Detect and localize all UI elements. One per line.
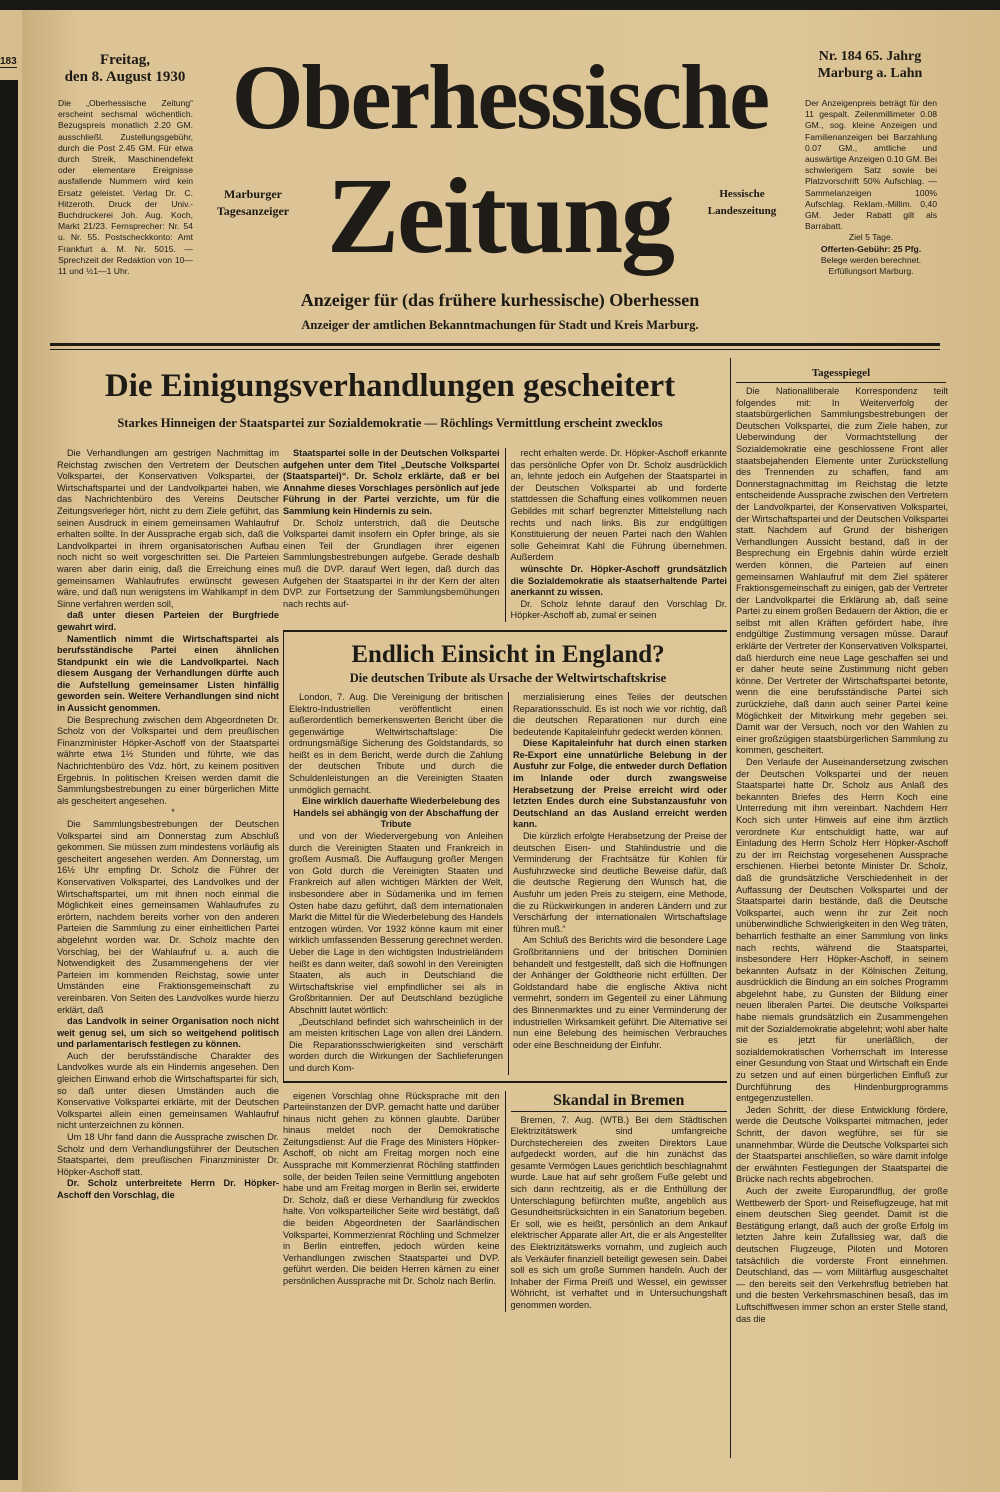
ad-place: Erfüllungsort Marburg. (828, 266, 914, 277)
paragraph: Am Schluß des Berichts wird die besondere Lage Großbritanniens und der britischen Dominien behandelt und festgestellt, daß sich die Hoffnungen der Anhänger der Goldtheorie nicht erfüllten. Der Goldstandard habe die englische Aktiva nicht vermehrt, sondern im Gegenteil zu einer Lähmung des Binnenmarktes und zu einer Verminderung der industriellen Wirksamkeit geführt. Die Alternative sei nun eine Belebung des heimischen Verbrauches oder eine Beschneidung der Einfuhr. (513, 935, 727, 1050)
paragraph: und von der Wiedervergebung von Anleihen durch die Vereinigten Staaten und Frankreich in großem Ausmaß. Die Auffaugung großer Mengen von Gold durch die Vereinigten Staaten und Frankreich auf allen wichtigen Märkten der Welt, insbesondere aber in Südamerika und im fernen Osten habe dazu geführt, daß dem internationalen Markt die Mittel für die Wiederbelebung des Handels entzogen würden. Vor 1932 könne kaum mit einer wirklich umfassenden Besserung gerechnet werden. Ueber die Lage in den wichtigsten Industrieländern heißt es dann weiter, daß sowohl in den Vereinigten Staaten, als auch in Deutschland die Wirtschaftskrise viel empfindlicher sei als in Großbritannien. Der auf Deutschland bezügliche Abschnitt lautet wörtlich: (289, 831, 503, 1015)
paragraph: Eine wirklich dauerhafte Wiederbelebung des Handels sei abhängig von der Abschaffung der Tribute (293, 796, 500, 830)
masthead-subtitle-2: Anzeiger der amtlichen Bekanntmachungen für Stadt und Kreis Marburg. (301, 318, 699, 332)
paragraph: Dr. Scholz unterbreitete Herrn Dr. Höpker-Aschoff den Vorschlag, die (57, 1178, 279, 1200)
masthead-subtitle: Anzeiger für (das frühere kurhessische) Oberhessen (300, 290, 700, 310)
hessische-label: Hessische (719, 188, 765, 200)
ad-price-info (805, 98, 937, 277)
england-columns (289, 692, 727, 1075)
paragraph: daß unter diesen Parteien der Burgfriede gewahrt wird. (57, 610, 279, 632)
masthead-left-sub (198, 186, 308, 220)
adjacent-page-shadow (0, 80, 18, 1480)
paragraph: das Landvolk in seiner Organisation noch nicht weit genug sei, um sich so weitgehend politisch und parlamentarisch festlegen zu können. (57, 1016, 279, 1050)
paragraph: eigenen Vorschlag ohne Rücksprache mit den Parteiinstanzen der DVP. gemacht hatte und darüber hinaus nicht gehen zu können glaubte. Darüber hinaus meldet noch der Demokratische Zeitungsdienst: Auf die Frage des Ministers Höpker-Aschoff, ob nicht am Freitag morgen noch eine Aussprache mit Kommerzienrat Röchling stattfinden solle, der beiden Teilen seine Vermittlung angeboten habe und am Freitag morgen in Berlin sei, erwiderte Dr. Scholz, daß er diese Verhandlung für zwecklos halte. Von volksparteilicher Seite wird bestätigt, daß die beiden Abgeordneten der Saarländischen Volkspartei, Kommerzienrat Röchling und Schmelzer in Berlin eintreffen, jedoch würden keine Verhandlungen zwischen Staatspartei und DVP. geführt werden. Die beiden Herren kämen zu einer persönlichen Aussprache mit Dr. Scholz nach Berlin. (283, 1090, 500, 1286)
lead-column-2 (283, 448, 505, 622)
date: den 8. August 1930 (64, 69, 186, 85)
paragraph: Die Verhandlungen am gestrigen Nachmittag im Reichstag zwischen den Vertretern der Deutschen Volkspartei, der Konservativen Volkspartei, der Wirtschaftspartei und der Landvolkpartei haben, wie das Nachrichtenbüro des Vereins Deutscher Zeitungsverleger hört, nicht zu dem Ziele geführt, das seinen Ausdruck in einem gemeinsamen Wahlaufruf erhalten sollte. In der Aussprache ergab sich, daß die Landvolkpartei in ihrem organisatorischen Aufbau noch nicht so weit vorgeschritten sei. Die Parteien waren aber darin einig, daß die Erreichung eines gemeinsamen Wahlaufrufes erwünscht gewesen wäre, und daß nun wenigstens im Wahlkampf in dem Sinne verfahren werden soll, (57, 448, 279, 609)
paragraph: Um 18 Uhr fand dann die Aussprache zwischen Dr. Scholz und dem Verhandlungsführer der Deutschen Staatspartei, dem preußischen Finanzminister Dr. Höpker-Aschoff statt. (57, 1132, 279, 1177)
paragraph: merzialisierung eines Teiles der deutschen Reparationsschuld. Es ist noch wie vor richtig, daß die deutschen Reparationen nur durch eine bedeutende Kapitaleinfuhr gedeckt werden können. (513, 691, 727, 737)
ad-belege: Belege werden berechnet. (820, 254, 922, 265)
column-divider (730, 358, 731, 1458)
lead-column-3 (505, 448, 728, 622)
paragraph: wünschte Dr. Höpker-Aschoff grundsätzlich die Sozialdemokratie als staatserhaltende Partei anerkannt zu wissen. (510, 563, 727, 598)
masthead-title-line2: Zeitung (326, 157, 674, 276)
masthead-rule-thin (50, 349, 940, 350)
middle-section (283, 448, 727, 1312)
lead-headline: Die Einigungsverhandlungen gescheitert (104, 368, 676, 404)
issue-number: Nr. 184 65. Jahrg (818, 49, 922, 64)
lead-column-1 (57, 448, 279, 1202)
paragraph: Den Verlaufe der Auseinandersetzung zwischen der Deutschen Volkspartei und der neuen Staatspartei hatte Dr. Scholz aus Anlaß des bekannten Briefes des Herrn Koch eine Unterredung mit ihm vereinbart. Nachdem Herr Koch sich unter Hinweis auf eine ihm ärztlich verordnete Kur entschuldigt hatte, war auf Einladung des Herrn Scholz Herr Höpker-Aschoff zu der im Reichstag vorgesehenen Aussprache erschienen. Hierbei betonte Minister Dr. Scholz, daß die grundsätzliche Verschiedenheit in der Auffassung der Deutschen Volkspartei und der Staatspartei darin bestände, daß die Deutsche Volkspartei, auch wenn ihr zur Zeit noch unüberwindliche Schwierigkeiten in den Weg träten, beharrlich festhalte an einer Sammlung von links nach rechts, während die Staatspartei, insbesondere Herr Höpker-Aschoff, in seinem bekannten Aufsatz in der Kölnischen Zeitung, ausdrücklich die Bindung an ein solches Programm abgelehnt habe, zu Gunsten der Bildung einer neuen liberalen Partei. Die deutsche Volkspartei habe niemals grundsätzlich ein Zusammengehen mit der Sozialdemokratie abgelehnt; wohl aber halte sie es jetzt für unerläßlich, der sozialdemokratischen Vorherrschaft im Interesse einer Gesundung von Staat und Wirtschaft ein Ende zu setzen und auf einen bürgerlichen Einfluß zur Durchführung des Hindenburgprogramms entgegenzustellen. (736, 757, 948, 1104)
paragraph: Namentlich nimmt die Wirtschaftspartei als berufsständische Partei einen ähnlichen Standpunkt ein wie die Landvolkpartei. Nach diesem Ausgang der Verhandlungen dürfte auch die Aufstellung gemeinsamer Listen hinfällig geworden sein. Weitere Verhandlungen sind nicht in Aussicht genommen. (57, 633, 279, 714)
tagesspiegel-column (736, 386, 948, 1325)
paragraph: Diese Kapitaleinfuhr hat durch einen starken Re-Export eine unnatürliche Belebung in der Ausfuhr zur Folge, die entweder durch Deflation im Inlande oder durch zwangsweise Herabsetzung der Preise erreicht wird oder letzten Endes durch eine Substanzausfuhr von Deutschland an das Ausland erreicht werden kann. (513, 738, 727, 830)
place: Marburg a. Lahn (817, 66, 923, 81)
masthead-right-sub (692, 186, 792, 220)
ad-fee: Offerten-Gebühr: 25 Pfg. (820, 243, 922, 254)
paragraph: Bremen, 7. Aug. (WTB.) Bei dem Städtischen Elektrizitätswerk sind umfangreiche Durchstechereien des zweiten Direktors Laue aufgedeckt worden, auf die hin zunächst das gesamte Vermögen Laues gerichtlich beschlagnahmt wurde. Laue hat auf sehr großem Fuße gelebt und sich dann rechtzeitig, als er die Enthüllung der Unterschlagung befürchten mußte, angeblich aus Gesundheitsrücksichten in ein Sanatorium begeben. Er soll, wie es heißt, persönlich an dem Ankauf elektrischer Apparate aller Art, die er als Angestellter des Elektrizitätswerks vornahm, und zugleich auch als Verkäufer finanziell beteiligt gewesen sein. Dabei soll es sich um große Summen handeln. Auch der Inhaber der Firma Preiß und Wessel, ein gewisser Wöhricht, ist verhaftet und in Untersuchungshaft genommen worden. (510, 1114, 727, 1310)
paragraph: Auch der zweite Europarundflug, der große Wettbewerb der Sport- und Reiseflugzeuge, hat mit einem deutschen Sieg geendet. Damit ist die Bestätigung erlangt, daß auch der große Erfolg im letzten Jahre kein Zufallssieg war, daß die deutschen Flugzeuge, Piloten und Motoren tatsächlich die vorderste Front einnehmen. Deutschland, das — vom Militärflug ausgeschaltet — den bereits seit den Verkehrsflug betrieben hat und die besten Verkehrsmaschinen besaß, das im Luftschiffwesen immer schon an erster Stelle stand, das die (736, 1185, 948, 1324)
scan-top-edge (0, 0, 1000, 10)
lead-continuation (283, 1091, 505, 1312)
paragraph: recht erhalten werde. Dr. Höpker-Aschoff erkannte das persönliche Opfer von Dr. Scholz ausdrücklich an, lehnte jedoch ein Aufgehen der Staatspartei in der Deutschen Volkspartei ab und forderte stattdessen die Schaffung eines vollkommen neuen Gebildes mit scharf begrenzter Mittelstellung nach rechts und nach links. Bis zur endgültigen Konstituierung der neuen Partei nach den Wahlen solle Geheimrat Kahl die Führung übernehmen. Außerdem (510, 448, 727, 563)
paragraph: Auch der berufsständische Charakter des Landvolkes wurde als ein Hindernis angesehen. Den gleichen Einwand erhob die Wirtschaftspartei für sich, so daß unter diesen Umständen auch die Konservative Volkspartei erklärte, mit der Deutschen Volkspartei allein einen gemeinsamen Wahlaufruf nicht unterzeichnen zu können. (57, 1050, 279, 1131)
england-article-box (283, 630, 727, 1083)
masthead-rule (50, 343, 940, 346)
weekday: Freitag, (99, 52, 151, 68)
paragraph: Die kürzlich erfolgte Herabsetzung der Preise der deutschen Eisen- und Stahlindustrie und die Verminderung der Frachtsätze für Kohlen für Ausfuhrzwecke sind deutliche Beweise dafür, daß die deutsche Regierung den Wunsch hat, die Ausfuhr um jeden Preis zu steigern, eine Methode, die zu Rückwirkungen in anderen Ländern und zur Verschärfung der internationalen Wirtschaftslage führen muß.“ (513, 831, 727, 934)
paragraph: Jeden Schritt, der diese Entwicklung fördere, werde die Deutsche Volkspartei mitmachen, jeder Schritt, der davon wegführe, sei für sie unannehmbar. Würde die Deutsche Volkspartei sich der Staatspartei anschließen, so wäre damit infolge der erwähnten Festlegungen der Staatspartei die Brücke nach rechts abgebrochen. (736, 1104, 948, 1185)
lead-subheadline: Starkes Hinneigen der Staatspartei zur Sozialdemokratie — Röchlings Vermittlung erscheint zwecklos (117, 416, 663, 430)
paragraph: Die Besprechung zwischen dem Abgeordneten Dr. Scholz von der Volkspartei und dem preußischen Finanzminister Höpker-Aschoff von der Staatspartei währte etwa 1½ Stunden und führte, wie das Nachrichtenbüro des Vdz. hört, zu keinem positiven Ergebnis. In politischen Kreisen werden damit die Sammlungsbestrebungen zu einer bürgerlichen Mitte als gescheitert angesehen. (57, 714, 279, 806)
section-separator: * (171, 807, 175, 818)
england-headline: Endlich Einsicht in England? (351, 640, 665, 668)
paragraph: Dr. Scholz unterstrich, daß die Deutsche Volkspartei damit insofern ein Opfer bringe, als sie einen Teil der Grundlagen ihrer eigenen Sammlungsbestrebungen aufgebe. Gerade deshalb muß die DVP. darauf Wert legen, daß durch das Aufgehen der Staatspartei in ihr der Kern der alten DVP. zur Fortsetzung der Sammlungsbemühungen nach rechts auf- (283, 517, 500, 609)
page-number: 183 (0, 56, 17, 67)
marburger-label: Marburger (224, 187, 282, 201)
issue-info (800, 48, 940, 82)
paragraph: Staatspartei solle in der Deutschen Volkspartei aufgehen unter dem Titel „Deutsche Volkspartei (Staatspartei)“. Dr. Scholz erklärte, daß er bei Annahme dieses Vorschlages persönlich auf jede Führung in der Partei verzichte, um für die Sammlung kein Hindernis zu sein. (283, 448, 500, 516)
landeszeitung-label: Landeszeitung (707, 205, 777, 217)
paragraph: Dr. Scholz lehnte darauf den Vorschlag Dr. Höpker-Aschoff ab, zumal er seinen (510, 598, 727, 621)
bremen-headline: Skandal in Bremen (511, 1091, 728, 1112)
paragraph: Die Nationalliberale Korrespondenz teilt folgendes mit: In Weiterverfolg der staatsbürgerlichen Sammlungsbestrebungen der Deutschen Volkspartei, die zum Ziele haben, zur Ueberwindung der Vormachtstellung der Sozialdemokratie eine geschlossene Front aller staatsbejahenden Elemente unter Zurückstellung des Trennenden zu schaffen, fand am Donnerstagnachmittag im Reichstag die letzte entscheidende Aussprache zwischen den Vertretern der Landvolkpartei, der Konservativen Volkspartei, der Wirtschaftspartei und der Deutschen Volkspartei statt. Nachdem auf Grund der bisherigen Verhandlungen Aussicht bestand, daß in der Besprechung ein Ergebnis dahin würde erzielt werden können, die Parteien auf einen gemeinsamen Wahlaufruf mit dem Ziel späterer Fraktionsgemeinschaft zu einigen, gab der Vertreter der Landvolkpartei die Erklärung ab, daß seine Partei zu einem großen Bedauern der Aktion, die er selbst mit allen Kräften gefördert habe, ihre endgültige Zustimmung versagen müsse. Darauf erklärte der Vertreter der Konservativen Volkspartei, daß hierdurch eine neue Lage geschaffen sei und er daher heute seine Zustimmung nicht geben könne. Der Vertreter der Wirtschaftspartei betonte, wenn die eine berufsständische Partei sich zurückziehe, daß dann auch seiner Partei keine Möglichkeit der Mitwirkung mehr gegeben sei. Damit war der Versuch, noch vor den Wahlen zu einer großzügigen staatsbürgerlichen Sammlung zu kommen, gescheitert. (736, 386, 948, 756)
issue-date (50, 52, 200, 86)
ad-terms: Ziel 5 Tage. (848, 232, 894, 243)
tagesanzeiger-label: Tagesanzeiger (216, 204, 290, 218)
tagesspiegel-title: Tagesspiegel (736, 366, 946, 383)
publisher-info: Die „Oberhessische Zeitung“ erscheint sechsmal wöchentlich. Bezugspreis monatlich 2.20 GM. ausschließl. Zustellungsgebühr, durch die Post 2.45 GM. Für etwa durch Streik, Maschinendefekt oder elementare Ereignisse ausfallende Nummern wird kein Ersatz geleistet. Verlag Dr. C. Hitzeroth. Druck der Univ.-Buchdruckerei Joh. Aug. Koch, Markt 21/23. Fernsprecher: Nr. 54 u. Nr. 55. Postscheckkonto: Amt Frankfurt a. M. Nr. 5015. — Sprechzeit der Redaktion von 10—11 und ½1—1 Uhr. (58, 98, 193, 277)
lower-columns (283, 1091, 727, 1312)
paragraph: Die Sammlungsbestrebungen der Deutschen Volkspartei sind am Donnerstag zum Abschluß gekommen. Sie müssen zum mindestens vorläufig als gescheitert angesehen werden. Am Donnerstag, um 16½ Uhr empfing Dr. Scholz die Führer der Konservativen Volkspartei, des Landvolkes und der Wirtschaftspartei, um mit ihnen noch einmal die Möglichkeit eines gemeinsamen Wahlaufrufes zu erörtern, nachdem bereits vorher von den anderen Parteien die Sammlung zu einer einheitlichen Partei abgelehnt worden war. Dr. Scholz machte den Vorschlag, bei der Wahlaufruf u. a. auch die Notwendigkeit des Zusammengehens der vier Parteien im kommenden Reichstag, sowie unter Umständen eine Fraktionsgemeinschaft zu vereinbaren. Von Seiten des Landvolkes wurde hierzu erklärt, daß (57, 819, 279, 1015)
england-subheadline: Die deutschen Tribute als Ursache der Weltwirtschaftskrise (349, 670, 667, 685)
masthead-title-line1: Oberhessische (231, 46, 769, 148)
paragraph: „Deutschland befindet sich wahrscheinlich in der am meisten kritischen Lage von allen drei Ländern. Die Reparationsschwierigkeiten sind verschärft worden durch die Wirkungen der Sachlieferungen und durch Kom- (289, 1016, 503, 1073)
lead-columns-top (283, 448, 727, 622)
ad-price-text: Der Anzeigenpreis beträgt für den 11 gespalt. Zeilenmillimeter 0.08 GM., sog. kleine Anzeigen und Familienanzeigen bei Barzahlung 0.07 GM., amtliche und auswärtige Anzeigen 0.10 GM. Bei schwierigem Satz sowie bei Platzvorschrift 50% Aufschlag. — Sammelanzeigen 100% Aufschlag. Reklam.-Millim. 0,40 GM. Jeder Rabatt gilt als Barrabatt. (805, 98, 937, 232)
paragraph: London, 7. Aug. Die Vereinigung der britischen Elektro-Industriellen veröffentlicht einen außerordentlich bemerkenswerten Bericht über die gegenwärtige Weltwirtschaftslage: Die ordnungsmäßige Sicherung des Goldstandards, so heißt es in dem Bericht, werde durch die Zahlung der deutschen Tribute und durch die Schuldenleistungen an die Vereinigten Staaten unmöglich gemacht. (289, 691, 503, 795)
bremen-article (505, 1091, 728, 1312)
